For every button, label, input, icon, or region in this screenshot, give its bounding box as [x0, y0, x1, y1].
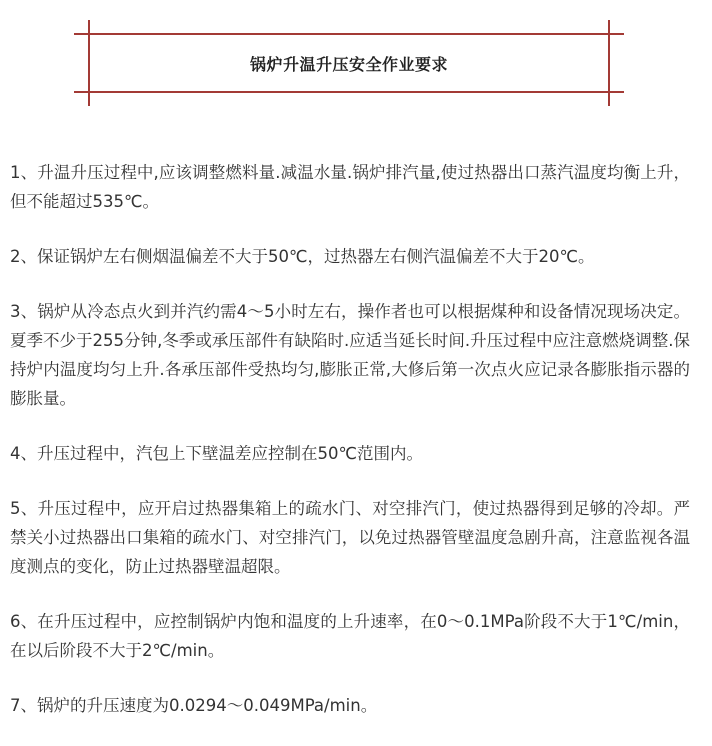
title-frame	[74, 20, 624, 106]
frame-bottom-line	[74, 91, 624, 93]
article-body	[10, 158, 690, 746]
frame-right-line	[608, 20, 610, 106]
paragraph-6: 6、在升压过程中，应控制锅炉内饱和温度的上升速率，在0～0.1MPa阶段不大于1℃/min，在以后阶段不大于2℃/min。	[10, 612, 690, 660]
page-title: 锅炉升温升压安全作业要求	[249, 54, 448, 74]
paragraph-2: 2、保证锅炉左右侧烟温偏差不大于50℃，过热器左右侧汽温偏差不大于20℃。	[10, 247, 595, 266]
paragraph-3: 3、锅炉从冷态点火到并汽约需4～5小时左右，操作者也可以根据煤种和设备情况现场决定。夏季不少于255分钟,冬季或承压部件有缺陷时.应适当延长时间.升压过程中应注意燃烧调整.保持炉内温度均匀上升.各承压部件受热均匀,膨胀正常,大修后第一次点火应记录各膨胀指示器的膨胀量。	[10, 302, 690, 408]
paragraph-4: 4、升压过程中，汽包上下壁温差应控制在50℃范围内。	[10, 444, 424, 463]
paragraph-5: 5、升压过程中，应开启过热器集箱上的疏水门、对空排汽门，使过热器得到足够的冷却。严禁关小过热器出口集箱的疏水门、对空排汽门，以免过热器管壁温度急剧升高，注意监视各温度测点的变化，防止过热器壁温超限。	[10, 499, 690, 576]
paragraph-7: 7、锅炉的升压速度为0.0294～0.049MPa/min。	[10, 696, 378, 715]
paragraph-1: 1、升温升压过程中,应该调整燃料量.减温水量.锅炉排汽量,使过热器出口蒸汽温度均衡上升，但不能超过535℃。	[10, 163, 690, 211]
